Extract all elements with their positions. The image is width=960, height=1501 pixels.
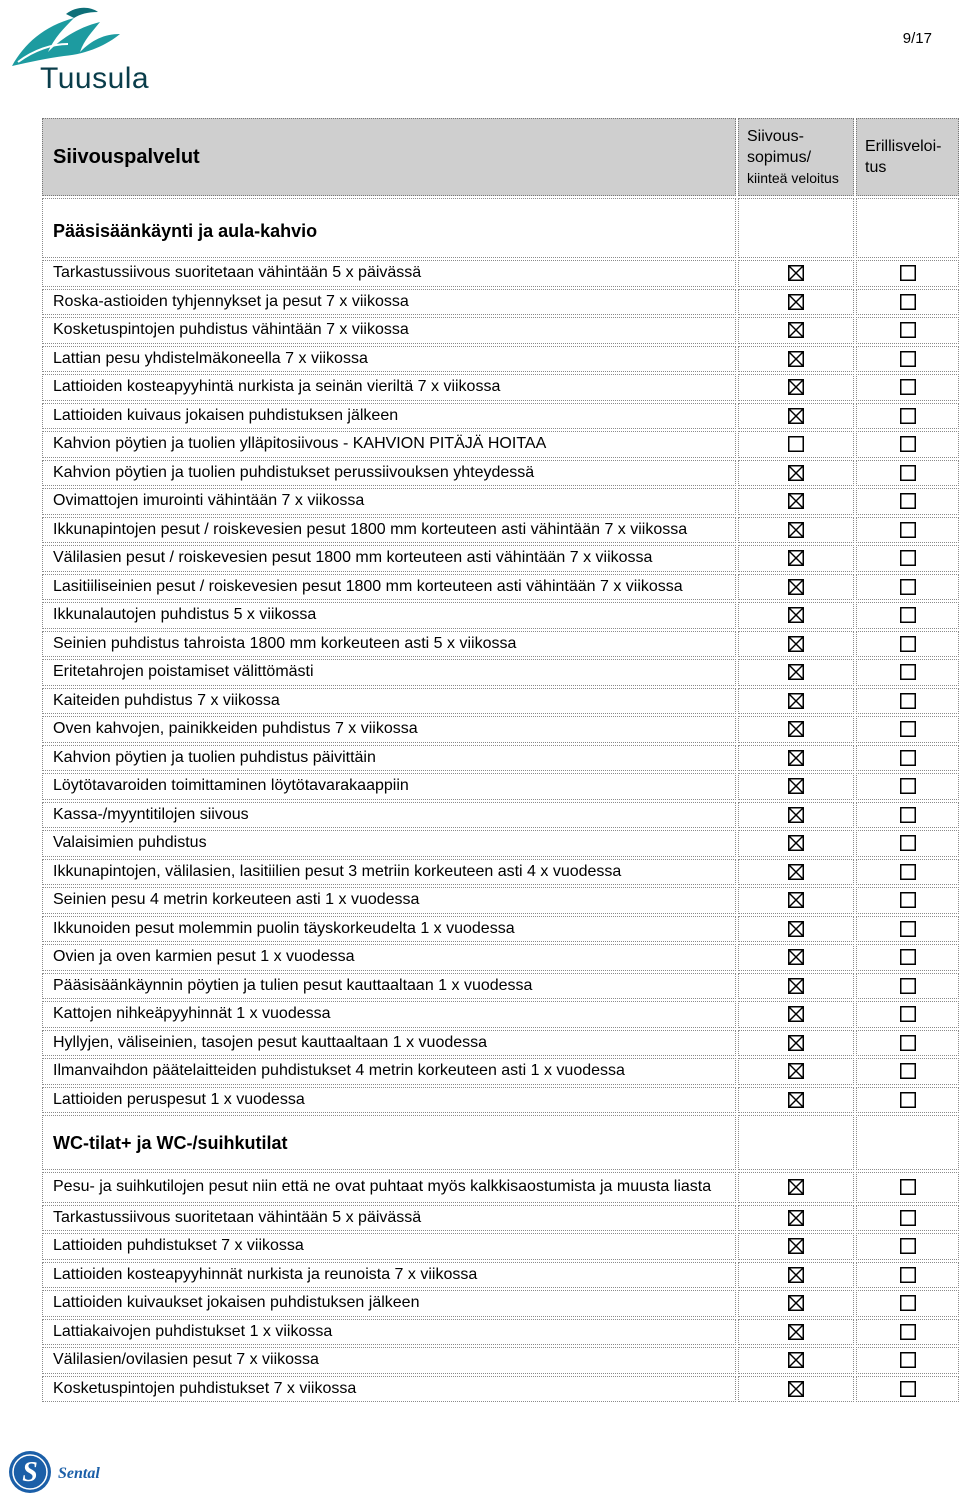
service-description: Ovimattojen imurointi vähintään 7 x viikossa	[42, 488, 736, 515]
service-description: Kassa-/myyntitilojen siivous	[42, 802, 736, 829]
service-description: Lattiakaivojen puhdistukset 1 x viikossa	[42, 1319, 736, 1346]
service-description: Seinien pesu 4 metrin korkeuteen asti 1 x vuodessa	[42, 887, 736, 914]
service-description: Lattioiden kuivaus jokaisen puhdistuksen jälkeen	[42, 403, 736, 430]
separate-fee-unchecked-checkbox[interactable]	[856, 659, 959, 686]
table-row	[42, 1262, 959, 1289]
tuusula-logo	[4, 4, 152, 96]
service-description: Ikkunapintojen pesut / roiskevesien pesut 1800 mm korteuteen asti vähintään 7 x viikossa	[42, 517, 736, 544]
fixed-fee-checked-checkbox[interactable]	[738, 1319, 854, 1346]
sental-logo	[8, 1448, 128, 1496]
separate-fee-unchecked-checkbox[interactable]	[856, 973, 959, 1000]
fixed-fee-checked-checkbox[interactable]	[738, 688, 854, 715]
column-header-fixed-line1: Siivous-	[747, 127, 804, 145]
fixed-fee-checked-checkbox[interactable]	[738, 631, 854, 658]
table-row	[42, 431, 959, 458]
fixed-fee-checked-checkbox[interactable]	[738, 460, 854, 487]
sental-logo-text: Sental	[58, 1465, 100, 1482]
table-row	[42, 1058, 959, 1085]
section-empty-cell	[738, 198, 854, 258]
table-row	[42, 317, 959, 344]
table-row	[42, 944, 959, 971]
fixed-fee-checked-checkbox[interactable]	[738, 773, 854, 800]
table-row	[42, 374, 959, 401]
service-description: Hyllyjen, väliseinien, tasojen pesut kauttaaltaan 1 x vuodessa	[42, 1030, 736, 1057]
service-description: Kosketuspintojen puhdistus vähintään 7 x viikossa	[42, 317, 736, 344]
table-row	[42, 1319, 959, 1346]
service-description: Ikkunoiden pesut molemmin puolin täyskorkeudelta 1 x vuodessa	[42, 916, 736, 943]
fixed-fee-checked-checkbox[interactable]	[738, 1001, 854, 1028]
fixed-fee-checked-checkbox[interactable]	[738, 1347, 854, 1374]
table-row	[42, 802, 959, 829]
table-row	[42, 659, 959, 686]
table-row	[42, 1376, 959, 1403]
table-row	[42, 1001, 959, 1028]
service-description: Roska-astioiden tyhjennykset ja pesut 7 x viikossa	[42, 289, 736, 316]
separate-fee-unchecked-checkbox[interactable]	[856, 1172, 959, 1203]
fixed-fee-checked-checkbox[interactable]	[738, 488, 854, 515]
column-header-separate-line2: tus	[865, 159, 887, 176]
service-description: Ovien ja oven karmien pesut 1 x vuodessa	[42, 944, 736, 971]
separate-fee-unchecked-checkbox[interactable]	[856, 916, 959, 943]
separate-fee-unchecked-checkbox[interactable]	[856, 517, 959, 544]
table-row	[42, 602, 959, 629]
table-row	[42, 517, 959, 544]
table-row	[42, 631, 959, 658]
table-row	[42, 574, 959, 601]
service-description: Kahvion pöytien ja tuolien puhdistus päivittäin	[42, 745, 736, 772]
service-description: Ikkunapintojen, välilasien, lasitiilien pesut 3 metriin korkeuteen asti 4 x vuodessa	[42, 859, 736, 886]
service-description: Kahvion pöytien ja tuolien puhdistukset perussiivouksen yhteydessä	[42, 460, 736, 487]
section-header-row	[42, 198, 959, 258]
separate-fee-unchecked-checkbox[interactable]	[856, 830, 959, 857]
service-description: Lattioiden puhdistukset 7 x viikossa	[42, 1233, 736, 1260]
table-row	[42, 973, 959, 1000]
separate-fee-unchecked-checkbox[interactable]	[856, 1319, 959, 1346]
service-description: Lasitiiliseinien pesut / roiskevesien pesut 1800 mm korteuteen asti vähintään 7 x viikossa	[42, 574, 736, 601]
service-description: Lattioiden peruspesut 1 x vuodessa	[42, 1087, 736, 1114]
service-description: Oven kahvojen, painikkeiden puhdistus 7 x viikossa	[42, 716, 736, 743]
service-description: Lattioiden kuivaukset jokaisen puhdistuksen jälkeen	[42, 1290, 736, 1317]
separate-fee-unchecked-checkbox[interactable]	[856, 716, 959, 743]
fixed-fee-checked-checkbox[interactable]	[738, 1233, 854, 1260]
section-empty-cell	[856, 198, 959, 258]
fixed-fee-checked-checkbox[interactable]	[738, 830, 854, 857]
separate-fee-unchecked-checkbox[interactable]	[856, 1030, 959, 1057]
service-description: Kahvion pöytien ja tuolien ylläpitosiivous - KAHVION PITÄJÄ HOITAA	[42, 431, 736, 458]
table-header-row	[42, 118, 959, 196]
service-description: Eritetahrojen poistamiset välittömästi	[42, 659, 736, 686]
service-description: Kosketuspintojen puhdistukset 7 x viikossa	[42, 1376, 736, 1403]
table-row	[42, 1030, 959, 1057]
fixed-fee-checked-checkbox[interactable]	[738, 289, 854, 316]
table-row	[42, 1347, 959, 1374]
table-row	[42, 688, 959, 715]
table-row	[42, 289, 959, 316]
section-title: WC-tilat+ ja WC-/suihkutilat	[42, 1115, 736, 1170]
table-row	[42, 403, 959, 430]
separate-fee-unchecked-checkbox[interactable]	[856, 374, 959, 401]
column-header-fixed	[738, 118, 854, 196]
section-empty-cell	[856, 1115, 959, 1170]
section-header-row	[42, 1115, 959, 1170]
separate-fee-unchecked-checkbox[interactable]	[856, 545, 959, 572]
service-description: Pääsisäänkäynnin pöytien ja tulien pesut kauttaaltaan 1 x vuodessa	[42, 973, 736, 1000]
column-header-separate	[856, 118, 959, 196]
table-row	[42, 1233, 959, 1260]
separate-fee-unchecked-checkbox[interactable]	[856, 460, 959, 487]
fixed-fee-checked-checkbox[interactable]	[738, 1376, 854, 1403]
fixed-fee-checked-checkbox[interactable]	[738, 716, 854, 743]
separate-fee-unchecked-checkbox[interactable]	[856, 1347, 959, 1374]
separate-fee-unchecked-checkbox[interactable]	[856, 317, 959, 344]
table-row	[42, 830, 959, 857]
fixed-fee-checked-checkbox[interactable]	[738, 317, 854, 344]
fixed-fee-checked-checkbox[interactable]	[738, 745, 854, 772]
separate-fee-unchecked-checkbox[interactable]	[856, 887, 959, 914]
service-table	[40, 116, 960, 1404]
table-row	[42, 545, 959, 572]
service-description: Kattojen nihkeäpyyhinnät 1 x vuodessa	[42, 1001, 736, 1028]
table-row	[42, 887, 959, 914]
service-description: Lattioiden kosteapyyhintä nurkista ja seinän vieriltä 7 x viikossa	[42, 374, 736, 401]
separate-fee-unchecked-checkbox[interactable]	[856, 346, 959, 373]
separate-fee-unchecked-checkbox[interactable]	[856, 745, 959, 772]
separate-fee-unchecked-checkbox[interactable]	[856, 1001, 959, 1028]
separate-fee-unchecked-checkbox[interactable]	[856, 631, 959, 658]
section-title: Pääsisäänkäynti ja aula-kahvio	[42, 198, 736, 258]
fixed-fee-checked-checkbox[interactable]	[738, 973, 854, 1000]
separate-fee-unchecked-checkbox[interactable]	[856, 488, 959, 515]
service-description: Välilasien pesut / roiskevesien pesut 1800 mm korteuteen asti vähintään 7 x viikossa	[42, 545, 736, 572]
fixed-fee-checked-checkbox[interactable]	[738, 916, 854, 943]
fixed-fee-checked-checkbox[interactable]	[738, 944, 854, 971]
table-row	[42, 916, 959, 943]
separate-fee-unchecked-checkbox[interactable]	[856, 1087, 959, 1114]
service-description: Ilmanvaihdon päätelaitteiden puhdistukset 4 metrin korkeuteen asti 1 x vuodessa	[42, 1058, 736, 1085]
table-row	[42, 773, 959, 800]
service-table-wrapper	[40, 116, 959, 1404]
fixed-fee-checked-checkbox[interactable]	[738, 260, 854, 287]
separate-fee-unchecked-checkbox[interactable]	[856, 802, 959, 829]
separate-fee-unchecked-checkbox[interactable]	[856, 859, 959, 886]
service-description: Kaiteiden puhdistus 7 x viikossa	[42, 688, 736, 715]
table-row	[42, 260, 959, 287]
fixed-fee-checked-checkbox[interactable]	[738, 887, 854, 914]
sental-logo-icon	[8, 1448, 128, 1496]
column-header-fixed-line3: kiinteä veloitus	[747, 169, 839, 186]
service-description: Pesu- ja suihkutilojen pesut niin että ne ovat puhtaat myös kalkkisaostumista ja muusta liasta	[42, 1172, 736, 1203]
fixed-fee-checked-checkbox[interactable]	[738, 1205, 854, 1232]
separate-fee-unchecked-checkbox[interactable]	[856, 260, 959, 287]
separate-fee-unchecked-checkbox[interactable]	[856, 1290, 959, 1317]
table-row	[42, 346, 959, 373]
service-description: Tarkastussiivous suoritetaan vähintään 5 x päivässä	[42, 260, 736, 287]
fixed-fee-checked-checkbox[interactable]	[738, 1172, 854, 1203]
table-row	[42, 859, 959, 886]
table-row	[42, 1087, 959, 1114]
fixed-fee-checked-checkbox[interactable]	[738, 859, 854, 886]
fixed-fee-checked-checkbox[interactable]	[738, 602, 854, 629]
table-row	[42, 460, 959, 487]
fixed-fee-checked-checkbox[interactable]	[738, 403, 854, 430]
fixed-fee-checked-checkbox[interactable]	[738, 802, 854, 829]
column-header-separate-line1: Erillisveloi-	[865, 138, 942, 155]
separate-fee-unchecked-checkbox[interactable]	[856, 1205, 959, 1232]
service-description: Seinien puhdistus tahroista 1800 mm korkeuteen asti 5 x viikossa	[42, 631, 736, 658]
separate-fee-unchecked-checkbox[interactable]	[856, 431, 959, 458]
fixed-fee-unchecked-checkbox[interactable]	[738, 431, 854, 458]
logo-text: Tuusula	[40, 62, 150, 95]
separate-fee-unchecked-checkbox[interactable]	[856, 1262, 959, 1289]
separate-fee-unchecked-checkbox[interactable]	[856, 1376, 959, 1403]
fixed-fee-checked-checkbox[interactable]	[738, 545, 854, 572]
separate-fee-unchecked-checkbox[interactable]	[856, 773, 959, 800]
separate-fee-unchecked-checkbox[interactable]	[856, 403, 959, 430]
page-number: 9/17	[902, 30, 932, 47]
service-description: Lattioiden kosteapyyhinnät nurkista ja reunoista 7 x viikossa	[42, 1262, 736, 1289]
fixed-fee-checked-checkbox[interactable]	[738, 1058, 854, 1085]
table-row	[42, 745, 959, 772]
separate-fee-unchecked-checkbox[interactable]	[856, 944, 959, 971]
table-row	[42, 1290, 959, 1317]
service-description: Välilasien/ovilasien pesut 7 x viikossa	[42, 1347, 736, 1374]
separate-fee-unchecked-checkbox[interactable]	[856, 289, 959, 316]
fixed-fee-checked-checkbox[interactable]	[738, 346, 854, 373]
fixed-fee-checked-checkbox[interactable]	[738, 1262, 854, 1289]
section-empty-cell	[738, 1115, 854, 1170]
fixed-fee-checked-checkbox[interactable]	[738, 574, 854, 601]
fixed-fee-checked-checkbox[interactable]	[738, 1087, 854, 1114]
separate-fee-unchecked-checkbox[interactable]	[856, 574, 959, 601]
table-row	[42, 716, 959, 743]
fixed-fee-checked-checkbox[interactable]	[738, 374, 854, 401]
table-title: Siivouspalvelut	[42, 118, 736, 196]
fixed-fee-checked-checkbox[interactable]	[738, 1030, 854, 1057]
fixed-fee-checked-checkbox[interactable]	[738, 659, 854, 686]
fixed-fee-checked-checkbox[interactable]	[738, 1290, 854, 1317]
separate-fee-unchecked-checkbox[interactable]	[856, 1233, 959, 1260]
table-row	[42, 488, 959, 515]
separate-fee-unchecked-checkbox[interactable]	[856, 688, 959, 715]
service-description: Lattian pesu yhdistelmäkoneella 7 x viikossa	[42, 346, 736, 373]
service-description: Valaisimien puhdistus	[42, 830, 736, 857]
service-description: Ikkunalautojen puhdistus 5 x viikossa	[42, 602, 736, 629]
service-description: Tarkastussiivous suoritetaan vähintään 5 x päivässä	[42, 1205, 736, 1232]
table-row	[42, 1205, 959, 1232]
separate-fee-unchecked-checkbox[interactable]	[856, 1058, 959, 1085]
table-row	[42, 1172, 959, 1203]
fixed-fee-checked-checkbox[interactable]	[738, 517, 854, 544]
column-header-fixed-line2: sopimus/	[747, 148, 812, 166]
separate-fee-unchecked-checkbox[interactable]	[856, 602, 959, 629]
service-description: Löytötavaroiden toimittaminen löytötavarakaappiin	[42, 773, 736, 800]
svg-text:S: S	[22, 1457, 38, 1488]
